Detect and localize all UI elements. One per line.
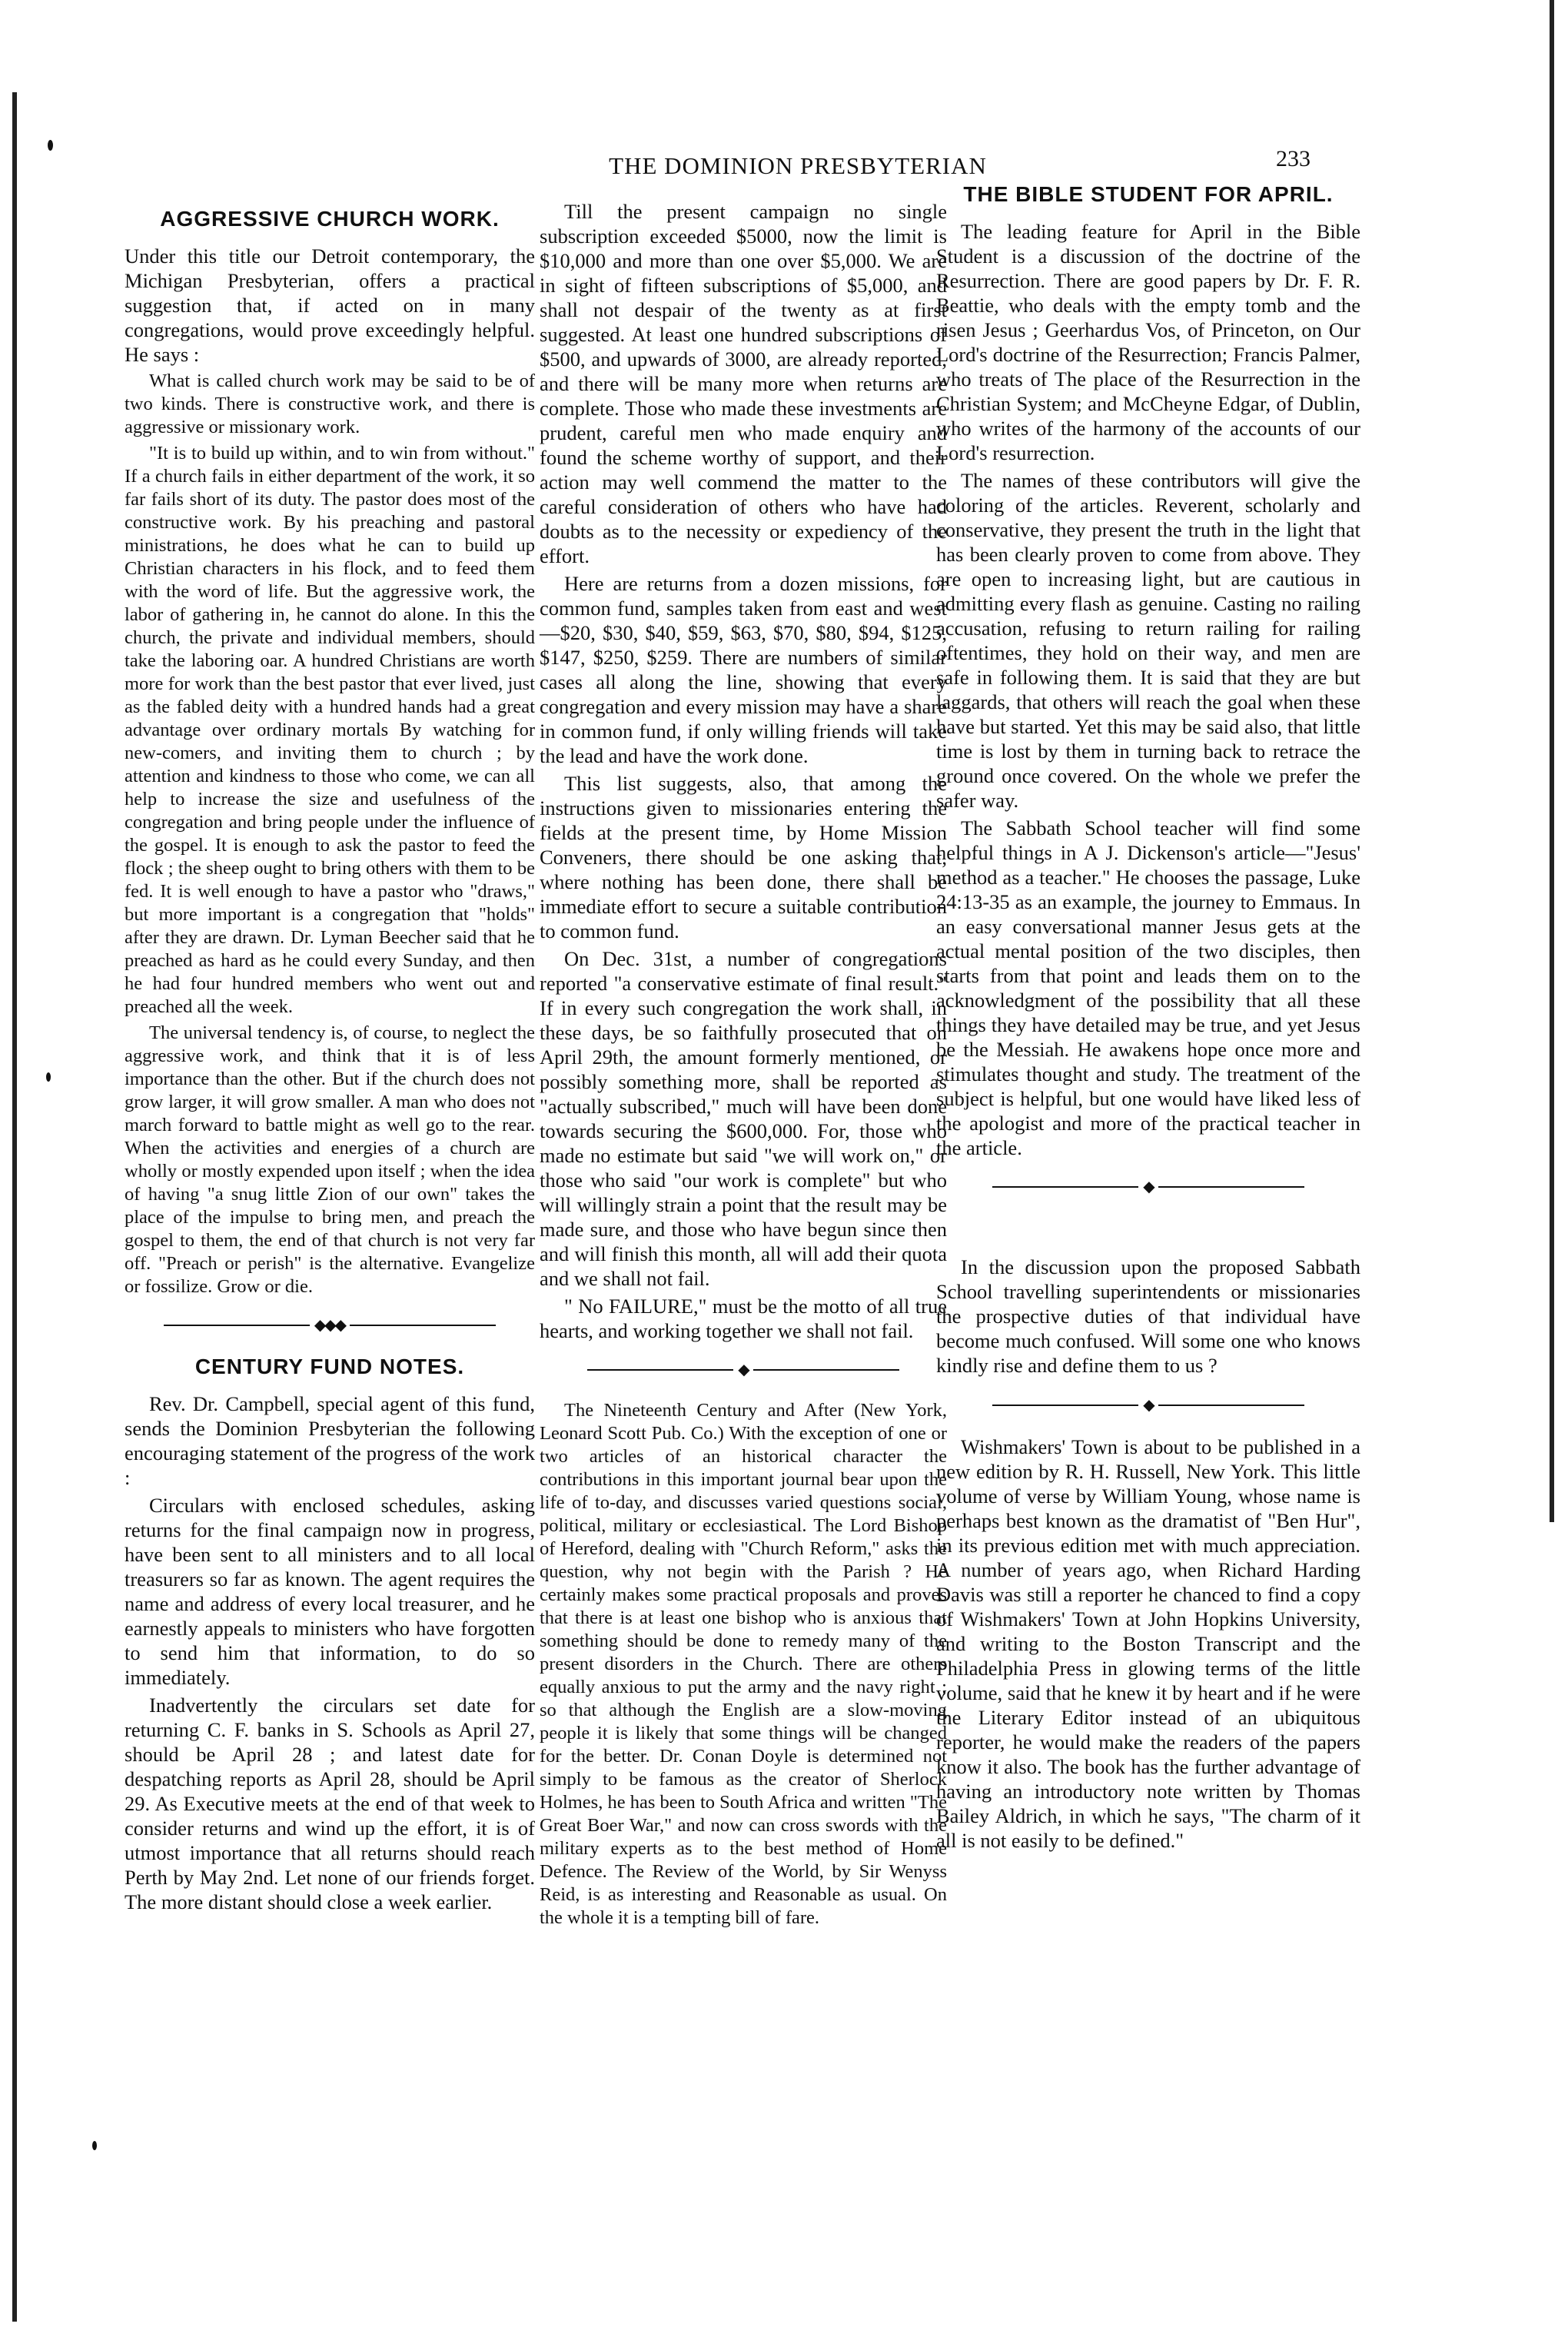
- page-number: 233: [1276, 146, 1311, 171]
- scan-speck: [46, 1072, 51, 1082]
- paragraph: " No FAILURE," must be the motto of all true hearts, and working together we shall not fail.: [540, 1295, 947, 1342]
- binding-edge: [12, 92, 17, 2322]
- quote-paragraph: "It is to build up within, and to win from without." If a church fails in either department of the work, it so far fails short of its duty. The pastor does most of the constructive work. By his preaching and pastoral ministrations, he does what he can to build up Christian characters in his flock, and to feed them with the word of life. But the aggressive work, the labor of gathering in, he cannot do alone. In this the church, the private and individual members, should take the laboring oar. A hundred Christians are worth more for work than the best pastor that ever lived, just as the fabled deity with a hundred hands had a great advantage over ordinary mortals By watching for new-comers, and inviting them to church ; by attention and kindness to those who come, we can all help to increase the size and usefulness of the congregation and bring people under the influence of the gospel. It is enough to ask the pastor to feed the flock ; the sheep ought to bring others with them to be fed. It is well enough to have a pastor who "draws," but more important is a congregation that "holds" after they are drawn. Dr. Lyman Beecher said that he preached as hard as he could every Sunday, and then he had four hundred members who went out and preached all the week.: [125, 443, 535, 1017]
- paragraph: Circulars with enclosed schedules, asking returns for the final campaign now in progress, have been sent to all ministers and to all local treasurers so far as known. The agent requires the name and address of every local treasurer, and he earnestly appeals to ministers who have forgotten to send him that information, to do so immediately.: [125, 1494, 535, 1690]
- quote-paragraph: What is called church work may be said to be of two kinds. There is constructive work, and there is aggressive or missionary work.: [125, 371, 535, 437]
- spacer: [936, 1216, 1360, 1255]
- paragraph: The names of these contributors will give the coloring of the articles. Reverent, scholarly and conservative, they present the truth in the light that has been clearly proven to come from above. They are open to increasing light, but are cautious in admitting every flash as genuine. Casting no railing accusation, refusing to return railing for railing oftentimes, they hold on their way, and men are safe in following them. It is said that they are but laggards, that others will reach the goal when these have but started. Yet this may be said also, that little time is lost by them in turning back to retrace the ground once covered. On the whole we prefer the safer way.: [936, 469, 1360, 812]
- paragraph: Inadvertently the circulars set date for returning C. F. banks in S. Schools as April 27, should be April 28 ; and latest date for despatching reports as April 28, should be April 29. As Executive meets at the end of that week to consider returns and wind up the effort, it is of utmost importance that all returns should reach Perth by May 2nd. Let none of our friends forget. The more distant should close a week earlier.: [125, 1694, 535, 1914]
- review-paragraph: The Nineteenth Century and After (New York, Leonard Scott Pub. Co.) With the exception of one or two articles of an historical character the contributions in this important journal bear upon the life of to-day, and discusses varied questions social, political, military or ecclesiastical. The Lord Bishop of Hereford, dealing with "Church Reform," asks the question, why not begin with the Parish ? He certainly makes some practical proposals and proves that there is at least one bishop who is anxious that something should be done to remedy many of the present disorders in the Church. There are others equally anxious to put the army and the navy right ; so that although the English are a slow-moving people it is likely that some things will be changed for the better. Dr. Conan Doyle is determined not simply to be famous as the creator of Sherlock Holmes, he has been to South Africa and written "The Great Boer War," and now can cross swords with the military experts as to the best method of Home Defence. The Review of the World, by Sir Wenyss Reid, is as interesting and Reasonable as usual. On the whole it is a tempting bill of fare.: [540, 1400, 947, 1929]
- paragraph: Till the present campaign no single subscription exceeded $5000, now the limit is $10,000 and more than one over $5,000. We are in sight of fifteen subscriptions of $5,000, and shall not despair of the twenty as at first suggested. At least one hundred subscriptions of $500, and upwards of 3000, are already reported, and there will be many more when returns are complete. Those who made these investments are prudent, careful men who made enquiry and found the scheme worthy of support, and their action may well commend the matter to the careful consideration of others who have had doubts as to the necessity or expediency of the effort.: [540, 200, 947, 567]
- section-divider: ◆◆◆: [125, 1312, 535, 1338]
- section-divider: ◆: [936, 1391, 1360, 1417]
- quote-paragraph: The universal tendency is, of course, to neglect the aggressive work, and think that it is of less importance than the other. But if the church does not grow larger, it will grow smaller. A man who does not march forward to battle might as well go to the rear. When the activities and energies of a church are wholly or mostly expended upon itself ; when the idea of having "a snug little Zion of our own" takes the place of the impulse to bring men, and preach the gospel to them, the end of that church is not very far off. "Preach or perish" is the alternative. Evangelize or fossilize. Grow or die.: [125, 1022, 535, 1297]
- column-2: [540, 196, 947, 1933]
- paragraph: Wishmakers' Town is about to be published in a new edition by R. H. Russell, New York. This little volume of verse by William Young, whose name is perhaps best known as the dramatist of "Ben Hur", in its previous edition met with much appreciation. A number of years ago, when Richard Harding Davis was still a reporter he chanced to find a copy of Wishmakers' Town at John Hopkins University, and writing to the Boston Transcript and the Philadelphia Press in glowing terms of the little volume, said that he knew it by heart and if he were the Literary Editor instead of an ubiquitous reporter, he would make the readers of the papers know it also. The book has the further advantage of having an introductory note written by Thomas Bailey Aldrich, in which he says, "The charm of it all is not easily to be defined.": [936, 1434, 1360, 1852]
- scan-speck: [48, 140, 53, 151]
- column-1: [125, 196, 535, 1917]
- paragraph: The leading feature for April in the Bible Student is a discussion of the doctrine of the Resurrection. There are good papers by Dr. F. R. Beattie, who deals with the empty tomb and the risen Jesus ; Geerhardus Vos, of Princeton, on Our Lord's doctrine of the Resurrection; Francis Palmer, who treats of The place of the Resurrection in the Christian System; and McCheyne Edgar, of Dublin, who writes of the harmony of the accounts of our Lord's resurrection.: [936, 220, 1360, 464]
- paragraph: On Dec. 31st, a number of congregations reported "a conservative estimate of final result." If in every such congregation the work shall, in these days, be so faithfully prosecuted that on April 29th, the amount formerly mentioned, or possibly something more, shall be reported as "actually subscribed," much will have been done towards securing the $600,000. For, those who made no estimate but said "we will work on," or those who said "our work is complete" but who will willingly strain a point that the result may be made sure, and those who have begun since then and will finish this month, all will add their quota and we shall not fail.: [540, 947, 947, 1290]
- paragraph: This list suggests, also, that among the instructions given to missionaries entering the fields at the present time, by Home Mission Conveners, there should be one asking that, where nothing has been done, there shall be immediate effort to secure a suitable contribution to common fund.: [540, 772, 947, 942]
- paragraph: In the discussion upon the proposed Sabbath School travelling superintendents or missionaries the prospective duties of that individual have become much confused. Will some one who knows kindly rise and define them to us ?: [936, 1255, 1360, 1378]
- paragraph: Rev. Dr. Campbell, special agent of this fund, sends the Dominion Presbyterian the following encouraging statement of the progress of the work :: [125, 1392, 535, 1490]
- paragraph: Here are returns from a dozen missions, for common fund, samples taken from east and west—$20, $30, $40, $59, $63, $70, $80, $94, $125, $147, $250, $259. There are numbers of similar cases all along the line, showing that every congregation and every mission may have a share in common fund, if only willing friends will take the lead and have the work done.: [540, 572, 947, 767]
- running-head: THE DOMINION PRESBYTERIAN: [609, 152, 987, 179]
- paragraph: The Sabbath School teacher will find some helpful things in A J. Dickenson's article—"Jesus' method as a teacher." He chooses the passage, Luke 24:13-35 as an example, the journey to Emmaus. In an easy conversational manner Jesus gets at the actual mental position of the two disciples, then starts from that point and leads them on to the acknowledgment of the possibility that all these things they have detailed may be true, and yet Jesus be the Messiah. He awakens hope once more and stimulates thought and study. The treatment of the subject is helpful, but one would have liked less of the apologist and more of the practical teacher in the article.: [936, 816, 1360, 1159]
- article-heading-century-fund-notes: CENTURY FUND NOTES.: [194, 1355, 465, 1379]
- scan-speck: [92, 2141, 97, 2150]
- page-edge: [1550, 0, 1554, 1522]
- paragraph: Under this title our Detroit contemporary, the Michigan Presbyterian, offers a practical suggestion that, if acted on in many congregations, would prove exceedingly helpful. He says :: [125, 244, 535, 366]
- column-3: [936, 182, 1360, 1856]
- section-divider: ◆: [936, 1174, 1360, 1199]
- article-heading-bible-student: THE BIBLE STUDENT FOR APRIL.: [963, 182, 1334, 206]
- section-divider: ◆: [540, 1357, 947, 1382]
- article-heading-aggressive-church-work: AGGRESSIVE CHURCH WORK.: [160, 207, 500, 231]
